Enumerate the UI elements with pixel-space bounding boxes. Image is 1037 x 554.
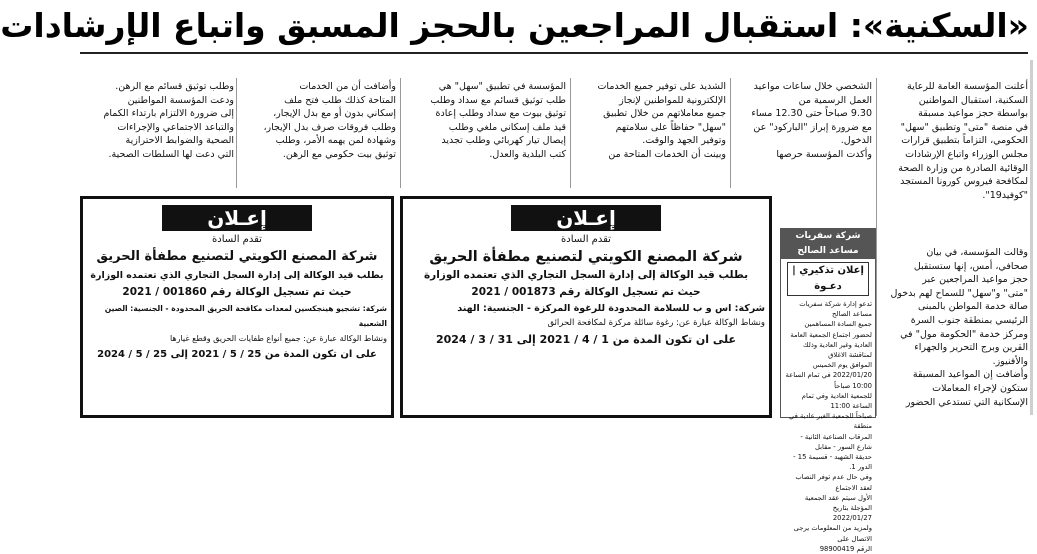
ad-company-line: شركة: تشجيو هينجكسين لمعدات مكافحة الحريق المحدودة - الجنسية: الصين الشعبية xyxy=(104,304,387,328)
ad-body: بطلب قيد الوكالة إلى إدارة السجل التجاري الذي تعتمده الوزارة xyxy=(423,269,749,281)
ad-registration: حيث تم تسجيل الوكالة رقم 001860 / 2021 xyxy=(122,286,352,298)
ad-title: إعـلان xyxy=(162,205,312,231)
headline-rule xyxy=(80,52,1028,54)
article-column-2: الشخصي خلال ساعات مواعيد العمل الرسمية من 9.30 صباحاً حتى 12.30 مساء مع ضرورة إبراز "الباركود" عن الدخول. وأكدت المؤسسة حرصها xyxy=(751,81,872,160)
ad-period: على ان تكون المدة من 1 / 4 / 2021 إلى 31 / 3 / 2024 xyxy=(435,333,737,346)
article-column-3: الشديد على توفير جميع الخدمات الإلكترونية للمواطنين لإنجاز جميع معاملاتهم من خلال تطبيق "سهل" حفاظاً على سلامتهم وتوفير الجهد والوقت. وبينت أن الخدمات المتاحة من xyxy=(597,81,726,160)
ad-company: شركة المصنع الكويتي لتصنيع مطفأة الحريق xyxy=(429,249,743,265)
article-column-4: المؤسسة في تطبيق "سهل" هي طلب توثيق قسائم مع سداد وطلب توثيق بيوت مع سداد وطلب إعادة قيد ملف إسكاني ملغي وطلب إيصال تيار كهربائي وطلب تجديد كتب البلدية والعدل. xyxy=(430,81,566,160)
ad-body: بطلب قيد الوكالة إلى إدارة السجل التجاري الذي تعتمده الوزارة xyxy=(90,270,384,281)
column-divider xyxy=(570,78,571,188)
ad-company-line: شركة: اس و ب للسلامة المحدودة للرغوة المركزة - الجنسية: الهند xyxy=(457,303,765,314)
column-divider xyxy=(730,78,731,188)
company-notice xyxy=(780,228,876,553)
page-edge xyxy=(1030,60,1033,415)
ad-company: شركة المصنع الكويتي لتصنيع مطفأة الحريق xyxy=(96,249,378,264)
ad-presents: تقدم السادة xyxy=(561,234,611,245)
notice-header: شركة سفريات مساعد الصالح xyxy=(781,229,875,259)
advertisement-2 xyxy=(80,196,394,418)
column-divider xyxy=(236,78,237,188)
column-divider xyxy=(876,78,877,416)
article-column-1b: وقالت المؤسسة، في بيان صحافي، أمس، إنها ستستقبل حجز مواعيد المراجعين عبر "متى" و"سهل" للسماح لهم بدخول صالة خدمة المواطن بالمبنى الرئيسي بمنطقة جنوب السرة ومركز خدمة "الحكومة مول" في القرين وبرج التحرير والجهراء والأفنيوز. وأضافت إن المواعيد المسبقة ستكون لإجراء المعاملات الإسكانية التي تستدعي الحضور xyxy=(890,247,1028,408)
ad-presents: تقدم السادة xyxy=(212,234,262,245)
ad-period: على ان تكون المدة من 25 / 5 / 2021 إلى 25 / 5 / 2024 xyxy=(97,349,377,360)
column-divider xyxy=(400,78,401,188)
article-column-5: وأضافت أن من الخدمات المتاحة كذلك طلب فتح ملف إسكاني بدون أو مع بدل الإيجار، وطلب فروقات صرف بدل الإيجار، وشهادة لمن يهمه الأمر، وطلب توثيق بيت حكومي مع الرهن. xyxy=(263,81,396,160)
article-column-1: أعلنت المؤسسة العامة للرعاية السكنية، استقبال المواطنين بواسطة حجز مواعيد مسبقة في منصة "متى" وتطبيق "سهل" الحكومي، التزاماً بتطبيق قرارات مجلس الوزراء واتباع الإرشادات الوقائية الصادرة من وزارة الصحة لمكافحة فيروس كورونا المستجد "كوفيد19". xyxy=(898,81,1028,201)
ad-activity: ونشاط الوكالة عبارة عن: رغوة سائلة مركزة لمكافحة الحرائق xyxy=(547,318,765,328)
ad-title: إعـلان xyxy=(511,205,661,231)
article-column-6: وطلب توثيق قسائم مع الرهن. ودعت المؤسسة المواطنين إلى ضرورة الالتزام بارتداء الكمام والتباعد الاجتماعي والإجراءات الصحية والضوابط الاحترازية التي دعت لها السلطات الصحية. xyxy=(103,81,234,160)
ad-registration: حيث تم تسجيل الوكالة رقم 001873 / 2021 xyxy=(471,286,701,298)
notice-subtitle: إعلان تذكيري | دعـوة xyxy=(787,262,869,296)
ad-activity: ونشاط الوكالة عبارة عن: جميع أنواع طفايات الحريق وقطع غيارها xyxy=(169,334,387,343)
headline: «السكنية»: استقبال المراجعين بالحجز المسبق واتباع الإرشادات xyxy=(0,6,1029,45)
advertisement-1 xyxy=(400,196,772,418)
notice-text: تدعو إدارة شركة سفريات مساعد الصالح جميع السادة المساهمين لحضور اجتماع الجمعية العامة العادية وغير العادية وذلك لمناقشة الاغلاق الموافق يوم الخميس 2022/01/20 في تمام الساعة 10:00 صباحاً للجمعية العادية وفي تمام الساعة 11:00 صباحاً للجمعية الغير عادية في منطقة المرقاب الصناعية الثانية - شارع السور - مقابل حديقة الشهيد - قسيمة 15 - الدور 1. وفي حال عدم توفر النصاب لعقد الاجتماع الأول سيتم عقد الجمعية المؤجلة بتاريخ 2022/01/27 ولمزيد من المعلومات يرجى الاتصال على الرقم 98900419 xyxy=(785,300,872,553)
